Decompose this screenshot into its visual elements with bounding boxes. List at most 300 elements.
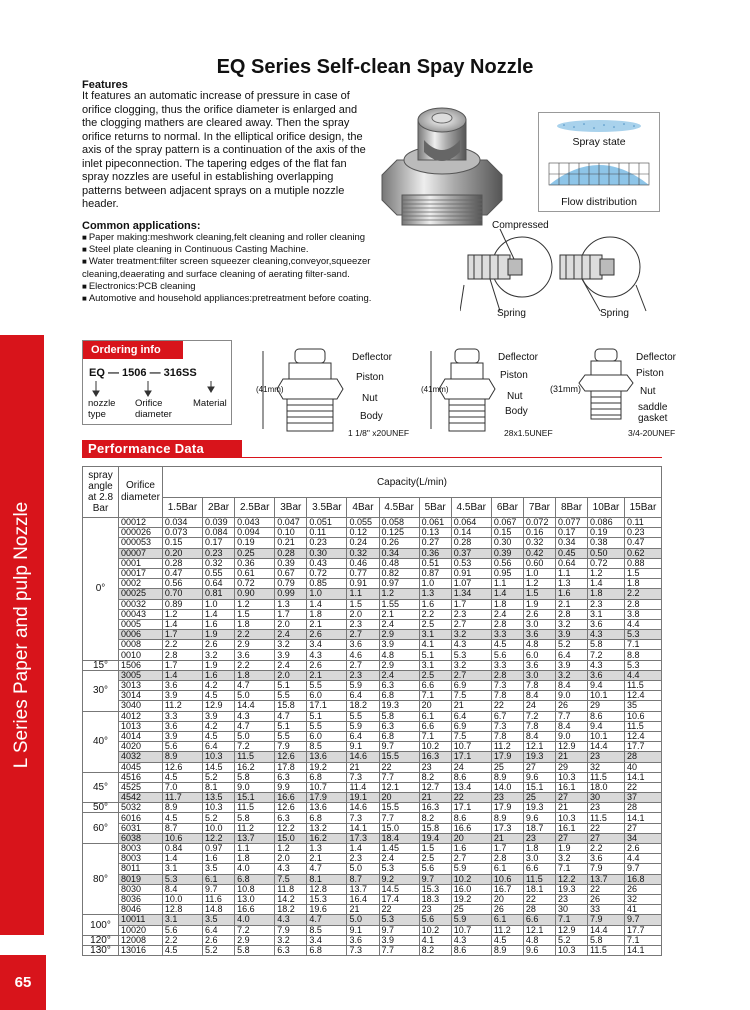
capacity-cell: 5.6	[491, 650, 523, 660]
capacity-cell: 4.3	[588, 660, 625, 670]
capacity-cell: 12.7	[419, 782, 451, 792]
orifice-cell: 00025	[119, 589, 163, 599]
capacity-cell: 4.4	[624, 670, 661, 680]
capacity-cell: 10.2	[451, 874, 491, 884]
capacity-cell: 10.3	[555, 772, 587, 782]
capacity-cell: 12.2	[203, 833, 235, 843]
capacity-cell: 0.34	[555, 538, 587, 548]
capacity-cell: 21	[347, 905, 379, 915]
capacity-cell: 10.1	[588, 731, 625, 741]
capacity-cell: 0.89	[162, 599, 202, 609]
capacity-cell: 12.4	[624, 731, 661, 741]
table-row	[83, 528, 662, 538]
capacity-cell: 13.6	[307, 803, 347, 813]
capacity-cell: 0.36	[235, 558, 275, 568]
capacity-cell: 5.8	[379, 711, 419, 721]
capacity-cell: 0.90	[235, 589, 275, 599]
capacity-cell: 9.4	[588, 721, 625, 731]
application-item: ■ Water treatment:filter screen squeezer cleaning,conveyor,squeezer cleaning,deaerating and surface cleaning of aerating filter-sand.	[82, 256, 412, 280]
capacity-cell: 0.25	[235, 548, 275, 558]
capacity-cell: 3.5	[203, 915, 235, 925]
table-row	[83, 589, 662, 599]
table-row	[83, 579, 662, 589]
capacity-cell: 21	[347, 762, 379, 772]
capacity-cell: 11.5	[588, 813, 625, 823]
capacity-cell: 0.60	[523, 558, 555, 568]
table-row	[83, 905, 662, 915]
pressure-header: 1.5Bar	[162, 498, 202, 518]
d1-piston: Piston	[356, 372, 384, 383]
table-header-row	[83, 467, 662, 498]
capacity-cell: 13.7	[588, 874, 625, 884]
capacity-cell: 1.2	[235, 599, 275, 609]
table-row	[83, 731, 662, 741]
capacity-cell: 5.3	[379, 864, 419, 874]
capacity-cell: 34	[624, 833, 661, 843]
capacity-cell: 14.4	[588, 925, 625, 935]
capacity-cell: 9.6	[523, 772, 555, 782]
capacity-cell: 6.4	[347, 691, 379, 701]
capacity-cell: 8.1	[203, 782, 235, 792]
code-type: EQ	[89, 367, 105, 379]
capacity-cell: 3.8	[624, 609, 661, 619]
capacity-cell: 0.11	[624, 518, 661, 528]
capacity-cell: 2.3	[451, 609, 491, 619]
capacity-cell: 4.3	[451, 640, 491, 650]
capacity-cell: 2.2	[235, 660, 275, 670]
orifice-cell: 00007	[119, 548, 163, 558]
capacity-cell: 2.6	[307, 660, 347, 670]
capacity-cell: 2.2	[419, 609, 451, 619]
capacity-cell: 15.3	[307, 894, 347, 904]
capacity-cell: 1.34	[451, 589, 491, 599]
capacity-cell: 4.5	[162, 772, 202, 782]
spray-angle-cell: 15°	[83, 660, 119, 670]
capacity-cell: 23	[555, 894, 587, 904]
capacity-cell: 0.85	[307, 579, 347, 589]
table-row	[83, 660, 662, 670]
capacity-cell: 0.34	[379, 548, 419, 558]
pressure-header: 4.5Bar	[379, 498, 419, 518]
capacity-cell: 0.82	[379, 568, 419, 578]
capacity-cell: 0.72	[235, 579, 275, 589]
capacity-cell: 1.5	[523, 589, 555, 599]
capacity-cell: 4.2	[203, 681, 235, 691]
capacity-cell: 26	[491, 905, 523, 915]
capacity-cell: 0.64	[203, 579, 235, 589]
capacity-cell: 9.7	[203, 884, 235, 894]
capacity-cell: 4.3	[307, 650, 347, 660]
capacity-cell: 17.9	[307, 793, 347, 803]
capacity-cell: 3.2	[451, 630, 491, 640]
capacity-cell: 1.8	[523, 844, 555, 854]
capacity-cell: 6.8	[379, 731, 419, 741]
d1-body: Body	[360, 411, 383, 422]
capacity-cell: 12.6	[275, 803, 307, 813]
capacity-cell: 3.1	[588, 609, 625, 619]
capacity-cell: 8.6	[451, 772, 491, 782]
capacity-cell: 6.0	[307, 731, 347, 741]
capacity-cell: 4.3	[275, 915, 307, 925]
capacity-cell: 5.8	[235, 772, 275, 782]
table-row	[83, 813, 662, 823]
capacity-cell: 8.5	[307, 925, 347, 935]
d2-height: (41mm)	[421, 385, 449, 394]
capacity-cell: 6.1	[419, 711, 451, 721]
application-item: ■ Paper making:meshwork cleaning,felt cleaning and roller cleaning	[82, 232, 412, 244]
capacity-cell: 27	[624, 823, 661, 833]
spray-angle-cell: 130°	[83, 945, 119, 955]
spray-angle-cell: 50°	[83, 803, 119, 813]
orifice-cell: 6038	[119, 833, 163, 843]
table-row	[83, 691, 662, 701]
capacity-cell: 4.1	[419, 935, 451, 945]
capacity-cell: 21	[555, 803, 587, 813]
capacity-cell: 2.7	[347, 660, 379, 670]
capacity-cell: 1.9	[555, 844, 587, 854]
capacity-cell: 28	[523, 905, 555, 915]
capacity-cell: 6.0	[523, 650, 555, 660]
capacity-cell: 1.1	[235, 844, 275, 854]
capacity-cell: 3.4	[307, 640, 347, 650]
capacity-cell: 15.5	[379, 752, 419, 762]
capacity-cell: 10.2	[419, 925, 451, 935]
capacity-cell: 5.0	[235, 691, 275, 701]
capacity-cell: 0.12	[347, 528, 379, 538]
pressure-header: 6Bar	[491, 498, 523, 518]
capacity-cell: 3.6	[347, 640, 379, 650]
capacity-cell: 2.0	[347, 609, 379, 619]
capacity-cell: 14.6	[347, 752, 379, 762]
capacity-cell: 3.2	[275, 935, 307, 945]
capacity-cell: 6.4	[555, 650, 587, 660]
capacity-cell: 11.5	[235, 803, 275, 813]
capacity-cell: 5.2	[203, 772, 235, 782]
capacity-cell: 3.6	[523, 660, 555, 670]
capacity-cell: 2.9	[235, 640, 275, 650]
capacity-cell: 12.2	[555, 874, 587, 884]
orifice-cell: 0008	[119, 640, 163, 650]
capacity-cell: 16.7	[491, 884, 523, 894]
capacity-cell: 16.4	[347, 894, 379, 904]
capacity-cell: 1.8	[491, 599, 523, 609]
capacity-cell: 0.11	[307, 528, 347, 538]
capacity-cell: 1.8	[235, 854, 275, 864]
capacity-cell: 3.9	[203, 711, 235, 721]
capacity-cell: 2.3	[347, 619, 379, 629]
capacity-cell: 5.8	[588, 935, 625, 945]
capacity-cell: 3.3	[162, 711, 202, 721]
table-row	[83, 925, 662, 935]
capacity-cell: 19.2	[451, 894, 491, 904]
capacity-cell: 21	[451, 701, 491, 711]
capacity-cell: 0.79	[275, 579, 307, 589]
capacity-cell: 27	[523, 762, 555, 772]
capacity-cell: 3.1	[419, 660, 451, 670]
capacity-cell: 9.7	[624, 864, 661, 874]
capacity-cell: 3.0	[523, 619, 555, 629]
capacity-cell: 2.8	[162, 650, 202, 660]
capacity-cell: 0.62	[624, 548, 661, 558]
capacity-cell: 0.072	[523, 518, 555, 528]
capacity-cell: 2.2	[588, 844, 625, 854]
orifice-cell: 8003	[119, 844, 163, 854]
orifice-cell: 4020	[119, 742, 163, 752]
capacity-cell: 4.8	[523, 935, 555, 945]
capacity-cell: 0.086	[588, 518, 625, 528]
capacity-cell: 1.2	[588, 568, 625, 578]
capacity-cell: 8.2	[419, 772, 451, 782]
capacity-cell: 1.1	[347, 589, 379, 599]
capacity-cell: 17.7	[624, 742, 661, 752]
capacity-cell: 35	[624, 701, 661, 711]
capacity-cell: 20	[491, 894, 523, 904]
performance-heading: Performance Data	[82, 440, 242, 458]
capacity-cell: 18.0	[588, 782, 625, 792]
capacity-cell: 2.3	[588, 599, 625, 609]
capacity-cell: 0.14	[451, 528, 491, 538]
spring-label-right: Spring	[600, 308, 629, 319]
capacity-cell: 0.36	[419, 548, 451, 558]
pressure-header: 4.5Bar	[451, 498, 491, 518]
capacity-cell: 4.5	[162, 813, 202, 823]
capacity-cell: 18.3	[419, 894, 451, 904]
capacity-cell: 20	[451, 833, 491, 843]
application-item: ■ Electronics:PCB cleaning	[82, 281, 412, 293]
orifice-cell: 3013	[119, 681, 163, 691]
capacity-cell: 8.4	[162, 884, 202, 894]
capacity-cell: 2.7	[347, 630, 379, 640]
capacity-cell: 3.5	[203, 864, 235, 874]
capacity-cell: 5.5	[275, 731, 307, 741]
capacity-cell: 12.2	[275, 823, 307, 833]
capacity-cell: 7.8	[491, 691, 523, 701]
orifice-cell: 8011	[119, 864, 163, 874]
capacity-cell: 0.84	[162, 844, 202, 854]
capacity-cell: 40	[624, 762, 661, 772]
capacity-cell: 9.0	[235, 782, 275, 792]
capacity-cell: 6.1	[203, 874, 235, 884]
capacity-cell: 0.46	[347, 558, 379, 568]
orifice-cell: 8046	[119, 905, 163, 915]
table-row	[83, 945, 662, 955]
capacity-cell: 5.8	[235, 945, 275, 955]
capacity-cell: 7.5	[451, 691, 491, 701]
capacity-cell: 18.7	[523, 823, 555, 833]
capacity-cell: 13.7	[235, 833, 275, 843]
capacity-cell: 2.4	[379, 854, 419, 864]
capacity-cell: 7.1	[419, 731, 451, 741]
capacity-cell: 18.2	[347, 701, 379, 711]
capacity-cell: 6.0	[307, 691, 347, 701]
capacity-cell: 0.51	[419, 558, 451, 568]
capacity-cell: 1.4	[162, 670, 202, 680]
spray-angle-cell: 120°	[83, 935, 119, 945]
orifice-cell: 12008	[119, 935, 163, 945]
capacity-cell: 16.1	[555, 823, 587, 833]
capacity-cell: 4.6	[347, 650, 379, 660]
capacity-cell: 2.1	[555, 599, 587, 609]
table-row	[83, 711, 662, 721]
capacity-cell: 9.6	[523, 945, 555, 955]
capacity-cell: 0.56	[491, 558, 523, 568]
orifice-cell: 4012	[119, 711, 163, 721]
capacity-cell: 4.5	[203, 731, 235, 741]
capacity-cell: 1.7	[275, 609, 307, 619]
performance-divider	[82, 457, 662, 458]
capacity-cell: 10.7	[451, 742, 491, 752]
capacity-cell: 22	[588, 823, 625, 833]
capacity-cell: 3.3	[491, 660, 523, 670]
capacity-cell: 8.7	[162, 823, 202, 833]
capacity-cell: 28	[624, 752, 661, 762]
spray-state-label: Spray state	[572, 136, 626, 148]
capacity-cell: 14.4	[235, 701, 275, 711]
capacity-cell: 0.24	[347, 538, 379, 548]
capacity-cell: 2.0	[275, 854, 307, 864]
capacity-cell: 0.32	[203, 558, 235, 568]
capacity-cell: 27	[555, 833, 587, 843]
capacity-cell: 1.1	[555, 568, 587, 578]
capacity-cell: 0.23	[307, 538, 347, 548]
capacity-cell: 2.6	[203, 640, 235, 650]
capacity-cell: 3.6	[162, 681, 202, 691]
capacity-cell: 1.2	[379, 589, 419, 599]
capacity-cell: 30	[588, 793, 625, 803]
pressure-header: 4Bar	[347, 498, 379, 518]
capacity-cell: 22	[379, 762, 419, 772]
capacity-cell: 13.6	[307, 752, 347, 762]
features-heading: Features	[82, 79, 128, 91]
capacity-cell: 11.5	[624, 681, 661, 691]
capacity-cell: 4.0	[235, 915, 275, 925]
capacity-cell: 0.23	[203, 548, 235, 558]
capacity-cell: 2.1	[307, 854, 347, 864]
capacity-cell: 22	[451, 793, 491, 803]
capacity-cell: 0.067	[491, 518, 523, 528]
capacity-cell: 2.4	[275, 660, 307, 670]
orifice-cell: 00012	[119, 518, 163, 528]
table-row	[83, 538, 662, 548]
capacity-cell: 21	[555, 752, 587, 762]
orifice-cell: 6016	[119, 813, 163, 823]
capacity-cell: 9.0	[555, 691, 587, 701]
ordering-arrows	[83, 379, 233, 399]
capacity-cell: 1.45	[379, 844, 419, 854]
capacity-cell: 11.2	[491, 742, 523, 752]
applications-list	[82, 232, 412, 305]
capacity-cell: 3.1	[162, 915, 202, 925]
capacity-cell: 2.0	[275, 619, 307, 629]
capacity-cell: 12.9	[555, 925, 587, 935]
orifice-cell: 1013	[119, 721, 163, 731]
pressure-header: 10Bar	[588, 498, 625, 518]
capacity-cell: 0.077	[555, 518, 587, 528]
capacity-cell: 5.2	[203, 813, 235, 823]
capacity-cell: 1.7	[451, 599, 491, 609]
capacity-cell: 15.1	[235, 793, 275, 803]
capacity-cell: 3.2	[555, 619, 587, 629]
orifice-cell: 4525	[119, 782, 163, 792]
capacity-cell: 10.6	[491, 874, 523, 884]
capacity-cell: 0.28	[451, 538, 491, 548]
capacity-cell: 9.1	[347, 742, 379, 752]
capacity-cell: 30	[555, 905, 587, 915]
capacity-cell: 1.9	[203, 660, 235, 670]
spray-angle-cell: 100°	[83, 915, 119, 935]
capacity-cell: 3.9	[555, 630, 587, 640]
capacity-cell: 0.19	[235, 538, 275, 548]
capacity-cell: 3.1	[162, 864, 202, 874]
d3-thread: 3/4-20UNEF	[628, 428, 676, 438]
capacity-cell: 11.2	[491, 925, 523, 935]
table-row	[83, 558, 662, 568]
capacity-cell: 8.4	[555, 681, 587, 691]
capacity-cell: 22	[523, 894, 555, 904]
capacity-cell: 5.1	[419, 650, 451, 660]
capacity-cell: 7.3	[491, 721, 523, 731]
capacity-cell: 0.45	[555, 548, 587, 558]
capacity-cell: 7.1	[555, 864, 587, 874]
capacity-cell: 5.9	[347, 681, 379, 691]
capacity-cell: 3.3	[491, 630, 523, 640]
capacity-cell: 6.8	[307, 945, 347, 955]
capacity-cell: 5.5	[347, 711, 379, 721]
capacity-cell: 2.3	[347, 670, 379, 680]
d3-piston: Piston	[636, 368, 664, 379]
capacity-cell: 2.4	[275, 630, 307, 640]
capacity-cell: 6.1	[491, 864, 523, 874]
capacity-cell: 17.7	[624, 925, 661, 935]
capacity-cell: 4.5	[491, 640, 523, 650]
capacity-cell: 23	[419, 762, 451, 772]
capacity-cell: 15.0	[379, 823, 419, 833]
capacity-cell: 0.28	[275, 548, 307, 558]
table-row	[83, 640, 662, 650]
orifice-cell: 4045	[119, 762, 163, 772]
capacity-cell: 0.094	[235, 528, 275, 538]
nozzle-diagram-3-drawing	[575, 345, 635, 425]
capacity-cell: 1.7	[162, 630, 202, 640]
capacity-cell: 6.7	[491, 711, 523, 721]
capacity-cell: 11.4	[347, 782, 379, 792]
capacity-cell: 6.3	[275, 813, 307, 823]
capacity-cell: 2.5	[419, 854, 451, 864]
capacity-cell: 0.97	[203, 844, 235, 854]
capacity-cell: 2.7	[451, 619, 491, 629]
capacity-cell: 1.4	[162, 854, 202, 864]
capacity-cell: 3.6	[347, 935, 379, 945]
orifice-cell: 8030	[119, 884, 163, 894]
capacity-cell: 23	[419, 905, 451, 915]
capacity-cell: 1.7	[491, 844, 523, 854]
capacity-cell: 12.6	[275, 752, 307, 762]
ordering-code: EQ — 1506 — 316SS	[89, 367, 197, 379]
capacity-cell: 6.4	[451, 711, 491, 721]
capacity-cell: 7.2	[235, 925, 275, 935]
pressure-header: 7Bar	[523, 498, 555, 518]
capacity-cell: 26	[555, 701, 587, 711]
series-sidebar-label: L Series Paper and pulp Nozzle	[11, 501, 32, 769]
orifice-cell: 3014	[119, 691, 163, 701]
capacity-cell: 6.6	[419, 681, 451, 691]
table-row	[83, 670, 662, 680]
capacity-cell: 23	[588, 803, 625, 813]
capacity-cell: 13.0	[235, 894, 275, 904]
capacity-cell: 1.4	[491, 589, 523, 599]
capacity-cell: 29	[588, 701, 625, 711]
capacity-cell: 2.9	[235, 935, 275, 945]
